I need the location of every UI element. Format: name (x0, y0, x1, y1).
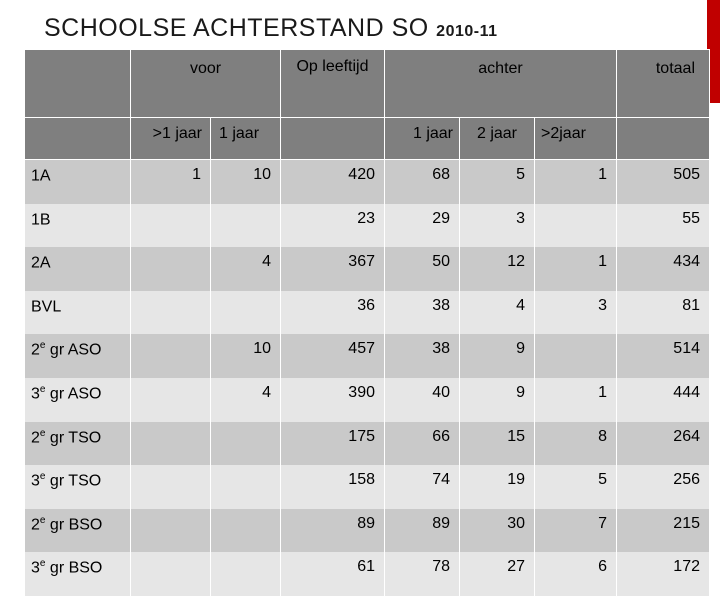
slide-title (44, 14, 498, 43)
header-achter-gt2-jaar: >2jaar (535, 118, 617, 160)
row-label-sup: e (39, 558, 46, 570)
table-cell (131, 378, 211, 422)
table-cell: 55 (617, 204, 710, 248)
header-achter-2-jaar: 2 jaar (460, 118, 535, 160)
table-cell: 444 (617, 378, 710, 422)
table-cell: 256 (617, 465, 710, 509)
header-row-2 (25, 118, 710, 160)
table-cell (211, 422, 281, 466)
table-cell: 10 (211, 160, 281, 204)
table-cell (131, 465, 211, 509)
table-cell: 6 (535, 552, 617, 596)
row-label-sup: e (39, 471, 46, 483)
table-cell: 38 (385, 291, 460, 335)
table-cell (211, 291, 281, 335)
header-achter-1-jaar: 1 jaar (385, 118, 460, 160)
table-cell: 9 (460, 378, 535, 422)
header-op-leeftijd: Op leeftijd (281, 50, 385, 118)
table-row (25, 291, 710, 335)
row-label-rest: gr TSO (45, 472, 102, 490)
row-label (25, 465, 131, 509)
header-op-leeftijd-sub (281, 118, 385, 160)
row-label (25, 552, 131, 596)
table-cell: 27 (460, 552, 535, 596)
header-achter: achter (385, 50, 617, 118)
row-label-rest: gr TSO (45, 428, 102, 446)
row-label (25, 204, 131, 248)
table-cell: 81 (617, 291, 710, 335)
row-label-rest: gr ASO (45, 385, 102, 403)
row-label-text: 2A (31, 254, 51, 272)
table-cell: 215 (617, 509, 710, 553)
table-cell: 10 (211, 334, 281, 378)
title-main: SCHOOLSE ACHTERSTAND SO (44, 14, 429, 42)
table-cell: 505 (617, 160, 710, 204)
row-label-text: 3 (31, 472, 40, 490)
row-label-rest: gr BSO (45, 559, 103, 577)
row-label-text: 3 (31, 385, 40, 403)
table-cell (131, 422, 211, 466)
table-cell: 19 (460, 465, 535, 509)
row-label-rest: gr BSO (45, 516, 103, 534)
table-cell: 4 (460, 291, 535, 335)
table-row (25, 465, 710, 509)
row-label-text: 1A (31, 167, 51, 185)
table-cell (211, 465, 281, 509)
row-label-sup: e (39, 514, 46, 526)
table-cell (131, 247, 211, 291)
header-totaal-sub (617, 118, 710, 160)
table-cell: 5 (535, 465, 617, 509)
table-cell: 36 (281, 291, 385, 335)
row-label-text: 2 (31, 428, 40, 446)
table-cell: 7 (535, 509, 617, 553)
table-cell: 1 (535, 378, 617, 422)
table-row (25, 378, 710, 422)
table-cell: 3 (460, 204, 535, 248)
table-cell: 172 (617, 552, 710, 596)
row-label (25, 334, 131, 378)
table-cell: 61 (281, 552, 385, 596)
table-cell (535, 334, 617, 378)
table-cell: 8 (535, 422, 617, 466)
header-voor-gt1-jaar: >1 jaar (131, 118, 211, 160)
table-cell (131, 509, 211, 553)
table-cell: 29 (385, 204, 460, 248)
table-cell: 4 (211, 378, 281, 422)
achterstand-table (24, 49, 710, 596)
table-cell: 50 (385, 247, 460, 291)
table-cell: 68 (385, 160, 460, 204)
table-cell (131, 204, 211, 248)
table-cell: 40 (385, 378, 460, 422)
table-cell: 457 (281, 334, 385, 378)
header-totaal: totaal (617, 50, 710, 118)
row-label (25, 247, 131, 291)
header-corner-2 (25, 118, 131, 160)
header-voor-1-jaar: 1 jaar (211, 118, 281, 160)
table-cell: 434 (617, 247, 710, 291)
row-label-text: 1B (31, 210, 51, 228)
table-cell: 175 (281, 422, 385, 466)
table-row (25, 160, 710, 204)
table-cell: 5 (460, 160, 535, 204)
header-row-1 (25, 50, 710, 118)
table-cell (131, 291, 211, 335)
table-row (25, 247, 710, 291)
table-cell: 23 (281, 204, 385, 248)
table-cell: 74 (385, 465, 460, 509)
table-cell: 89 (281, 509, 385, 553)
row-label (25, 422, 131, 466)
header-voor: voor (131, 50, 281, 118)
table-cell: 15 (460, 422, 535, 466)
table-cell: 514 (617, 334, 710, 378)
table-cell: 30 (460, 509, 535, 553)
table-cell (535, 204, 617, 248)
table-cell: 9 (460, 334, 535, 378)
table-cell: 38 (385, 334, 460, 378)
table-row (25, 334, 710, 378)
table-cell (211, 509, 281, 553)
table-cell: 4 (211, 247, 281, 291)
row-label (25, 378, 131, 422)
title-years: 2010-11 (436, 23, 498, 40)
table-cell: 89 (385, 509, 460, 553)
table-cell: 158 (281, 465, 385, 509)
row-label-text: 3 (31, 559, 40, 577)
row-label (25, 160, 131, 204)
table-cell: 3 (535, 291, 617, 335)
table-cell: 78 (385, 552, 460, 596)
table-cell: 66 (385, 422, 460, 466)
row-label (25, 509, 131, 553)
table-row (25, 422, 710, 466)
table-cell (131, 552, 211, 596)
row-label-sup: e (39, 427, 46, 439)
row-label-text: BVL (31, 298, 62, 316)
table-cell: 420 (281, 160, 385, 204)
header-corner (25, 50, 131, 118)
table-cell: 390 (281, 378, 385, 422)
table-cell (211, 552, 281, 596)
table-row (25, 552, 710, 596)
table-row (25, 204, 710, 248)
table-cell: 1 (535, 247, 617, 291)
table-cell: 1 (131, 160, 211, 204)
table-cell: 264 (617, 422, 710, 466)
row-label (25, 291, 131, 335)
row-label-sup: e (39, 383, 46, 395)
table-cell: 12 (460, 247, 535, 291)
row-label-sup: e (39, 340, 46, 352)
table-cell: 1 (535, 160, 617, 204)
row-label-rest: gr ASO (45, 341, 102, 359)
row-label-text: 2 (31, 516, 40, 534)
table-cell (211, 204, 281, 248)
table-row (25, 509, 710, 553)
row-label-text: 2 (31, 341, 40, 359)
table-cell (131, 334, 211, 378)
table-cell: 367 (281, 247, 385, 291)
